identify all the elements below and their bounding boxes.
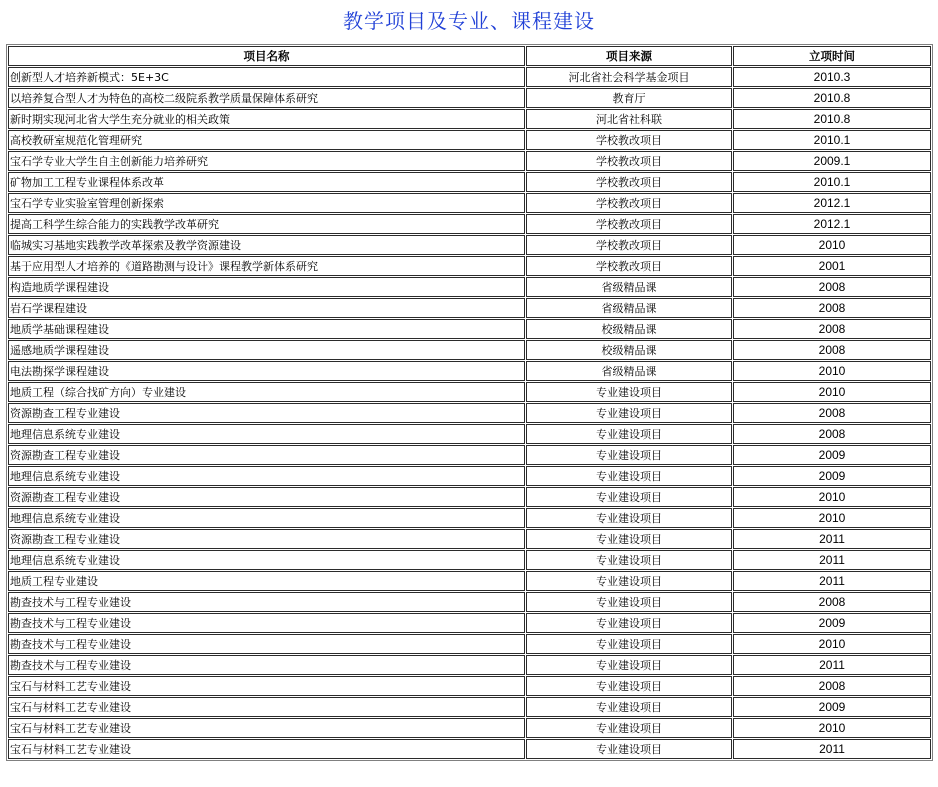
project-source-cell: 学校教改项目 <box>526 235 732 255</box>
project-time-cell: 2008 <box>733 592 931 612</box>
project-source-cell: 省级精品课 <box>526 361 732 381</box>
table-row <box>8 718 931 738</box>
table-body <box>8 67 931 759</box>
table-row <box>8 172 931 192</box>
project-source-cell: 专业建设项目 <box>526 445 732 465</box>
project-name-cell: 地理信息系统专业建设 <box>8 550 525 570</box>
project-time-cell: 2010 <box>733 508 931 528</box>
project-name-cell: 宝石与材料工艺专业建设 <box>8 697 525 717</box>
project-time-cell: 2008 <box>733 340 931 360</box>
project-source-cell: 河北省社科联 <box>526 109 732 129</box>
table-row <box>8 298 931 318</box>
project-source-cell: 专业建设项目 <box>526 487 732 507</box>
project-name-cell: 宝石学专业大学生自主创新能力培养研究 <box>8 151 525 171</box>
project-name-cell: 地理信息系统专业建设 <box>8 466 525 486</box>
project-time-cell: 2012.1 <box>733 214 931 234</box>
table-row <box>8 739 931 759</box>
table-row <box>8 508 931 528</box>
project-name-cell: 矿物加工工程专业课程体系改革 <box>8 172 525 192</box>
project-name-cell: 资源勘查工程专业建设 <box>8 487 525 507</box>
project-name-cell: 构造地质学课程建设 <box>8 277 525 297</box>
project-time-cell: 2011 <box>733 529 931 549</box>
table-row <box>8 655 931 675</box>
project-source-cell: 专业建设项目 <box>526 739 732 759</box>
table-row <box>8 571 931 591</box>
project-source-cell: 专业建设项目 <box>526 697 732 717</box>
project-time-cell: 2008 <box>733 277 931 297</box>
project-time-cell: 2009 <box>733 466 931 486</box>
project-time-cell: 2009.1 <box>733 151 931 171</box>
table-row <box>8 361 931 381</box>
project-time-cell: 2010 <box>733 235 931 255</box>
table-row <box>8 592 931 612</box>
project-name-cell: 宝石学专业实验室管理创新探索 <box>8 193 525 213</box>
table-row <box>8 214 931 234</box>
project-name-cell: 资源勘查工程专业建设 <box>8 445 525 465</box>
project-name-cell: 以培养复合型人才为特色的高校二级院系教学质量保障体系研究 <box>8 88 525 108</box>
project-source-cell: 专业建设项目 <box>526 382 732 402</box>
project-name-cell: 高校教研室规范化管理研究 <box>8 130 525 150</box>
table-row <box>8 445 931 465</box>
project-source-cell: 专业建设项目 <box>526 571 732 591</box>
table-row <box>8 697 931 717</box>
project-source-cell: 专业建设项目 <box>526 424 732 444</box>
project-name-cell: 地质学基础课程建设 <box>8 319 525 339</box>
project-source-cell: 省级精品课 <box>526 298 732 318</box>
project-time-cell: 2011 <box>733 571 931 591</box>
table-row <box>8 676 931 696</box>
project-name-cell: 地理信息系统专业建设 <box>8 508 525 528</box>
project-source-cell: 专业建设项目 <box>526 718 732 738</box>
project-name-cell: 资源勘查工程专业建设 <box>8 529 525 549</box>
project-time-cell: 2008 <box>733 403 931 423</box>
project-source-cell: 专业建设项目 <box>526 655 732 675</box>
project-name-cell: 资源勘查工程专业建设 <box>8 403 525 423</box>
project-time-cell: 2010.8 <box>733 109 931 129</box>
table-row <box>8 634 931 654</box>
project-time-cell: 2010.3 <box>733 67 931 87</box>
project-source-cell: 专业建设项目 <box>526 466 732 486</box>
project-time-cell: 2010 <box>733 361 931 381</box>
project-source-cell: 专业建设项目 <box>526 676 732 696</box>
project-source-cell: 河北省社会科学基金项目 <box>526 67 732 87</box>
table-header-row <box>8 46 931 66</box>
header-project-source: 项目来源 <box>526 46 732 66</box>
project-source-cell: 专业建设项目 <box>526 634 732 654</box>
project-source-cell: 学校教改项目 <box>526 172 732 192</box>
project-time-cell: 2010 <box>733 487 931 507</box>
project-time-cell: 2010.8 <box>733 88 931 108</box>
table-row <box>8 487 931 507</box>
project-source-cell: 专业建设项目 <box>526 529 732 549</box>
page-title: 教学项目及专业、课程建设 <box>343 9 595 33</box>
project-time-cell: 2008 <box>733 424 931 444</box>
table-row <box>8 256 931 276</box>
project-source-cell: 教育厅 <box>526 88 732 108</box>
project-name-cell: 勘查技术与工程专业建设 <box>8 655 525 675</box>
project-time-cell: 2010 <box>733 382 931 402</box>
project-source-cell: 专业建设项目 <box>526 592 732 612</box>
project-time-cell: 2010.1 <box>733 172 931 192</box>
project-source-cell: 省级精品课 <box>526 277 732 297</box>
project-source-cell: 专业建设项目 <box>526 613 732 633</box>
project-name-cell: 勘查技术与工程专业建设 <box>8 634 525 654</box>
project-time-cell: 2012.1 <box>733 193 931 213</box>
project-name-cell: 宝石与材料工艺专业建设 <box>8 676 525 696</box>
table-row <box>8 193 931 213</box>
table-row <box>8 151 931 171</box>
project-time-cell: 2009 <box>733 445 931 465</box>
project-time-cell: 2011 <box>733 550 931 570</box>
table-row <box>8 424 931 444</box>
project-name-cell: 基于应用型人才培养的《道路勘测与设计》课程教学新体系研究 <box>8 256 525 276</box>
project-time-cell: 2010.1 <box>733 130 931 150</box>
project-name-cell: 遥感地质学课程建设 <box>8 340 525 360</box>
project-time-cell: 2008 <box>733 319 931 339</box>
project-source-cell: 校级精品课 <box>526 340 732 360</box>
project-source-cell: 学校教改项目 <box>526 151 732 171</box>
project-source-cell: 专业建设项目 <box>526 550 732 570</box>
table-row <box>8 67 931 87</box>
project-time-cell: 2011 <box>733 739 931 759</box>
table-row <box>8 403 931 423</box>
table-row <box>8 613 931 633</box>
header-project-name: 项目名称 <box>8 46 525 66</box>
project-time-cell: 2008 <box>733 676 931 696</box>
project-source-cell: 学校教改项目 <box>526 193 732 213</box>
table-row <box>8 529 931 549</box>
project-time-cell: 2010 <box>733 718 931 738</box>
project-name-cell: 宝石与材料工艺专业建设 <box>8 739 525 759</box>
project-time-cell: 2009 <box>733 613 931 633</box>
project-source-cell: 学校教改项目 <box>526 214 732 234</box>
table-row <box>8 340 931 360</box>
project-source-cell: 学校教改项目 <box>526 130 732 150</box>
project-name-cell: 地质工程专业建设 <box>8 571 525 591</box>
table-row <box>8 550 931 570</box>
project-name-cell: 地质工程（综合找矿方向）专业建设 <box>8 382 525 402</box>
projects-table <box>6 44 933 761</box>
project-name-cell: 创新型人才培养新模式：5E+3C <box>8 67 525 87</box>
project-name-cell: 岩石学课程建设 <box>8 298 525 318</box>
project-name-cell: 地理信息系统专业建设 <box>8 424 525 444</box>
project-source-cell: 学校教改项目 <box>526 256 732 276</box>
table-row <box>8 235 931 255</box>
project-name-cell: 电法勘探学课程建设 <box>8 361 525 381</box>
project-name-cell: 临城实习基地实践教学改革探索及教学资源建设 <box>8 235 525 255</box>
table-row <box>8 130 931 150</box>
project-name-cell: 勘查技术与工程专业建设 <box>8 592 525 612</box>
table-row <box>8 88 931 108</box>
table-row <box>8 382 931 402</box>
project-source-cell: 专业建设项目 <box>526 508 732 528</box>
project-source-cell: 专业建设项目 <box>526 403 732 423</box>
project-name-cell: 宝石与材料工艺专业建设 <box>8 718 525 738</box>
table-row <box>8 319 931 339</box>
project-source-cell: 校级精品课 <box>526 319 732 339</box>
project-time-cell: 2011 <box>733 655 931 675</box>
project-name-cell: 新时期实现河北省大学生充分就业的相关政策 <box>8 109 525 129</box>
project-name-cell: 勘查技术与工程专业建设 <box>8 613 525 633</box>
table-row <box>8 466 931 486</box>
project-time-cell: 2001 <box>733 256 931 276</box>
table-row <box>8 109 931 129</box>
project-time-cell: 2008 <box>733 298 931 318</box>
project-name-cell: 提高工科学生综合能力的实践教学改革研究 <box>8 214 525 234</box>
project-time-cell: 2010 <box>733 634 931 654</box>
table-row <box>8 277 931 297</box>
project-time-cell: 2009 <box>733 697 931 717</box>
header-project-time: 立项时间 <box>733 46 931 66</box>
